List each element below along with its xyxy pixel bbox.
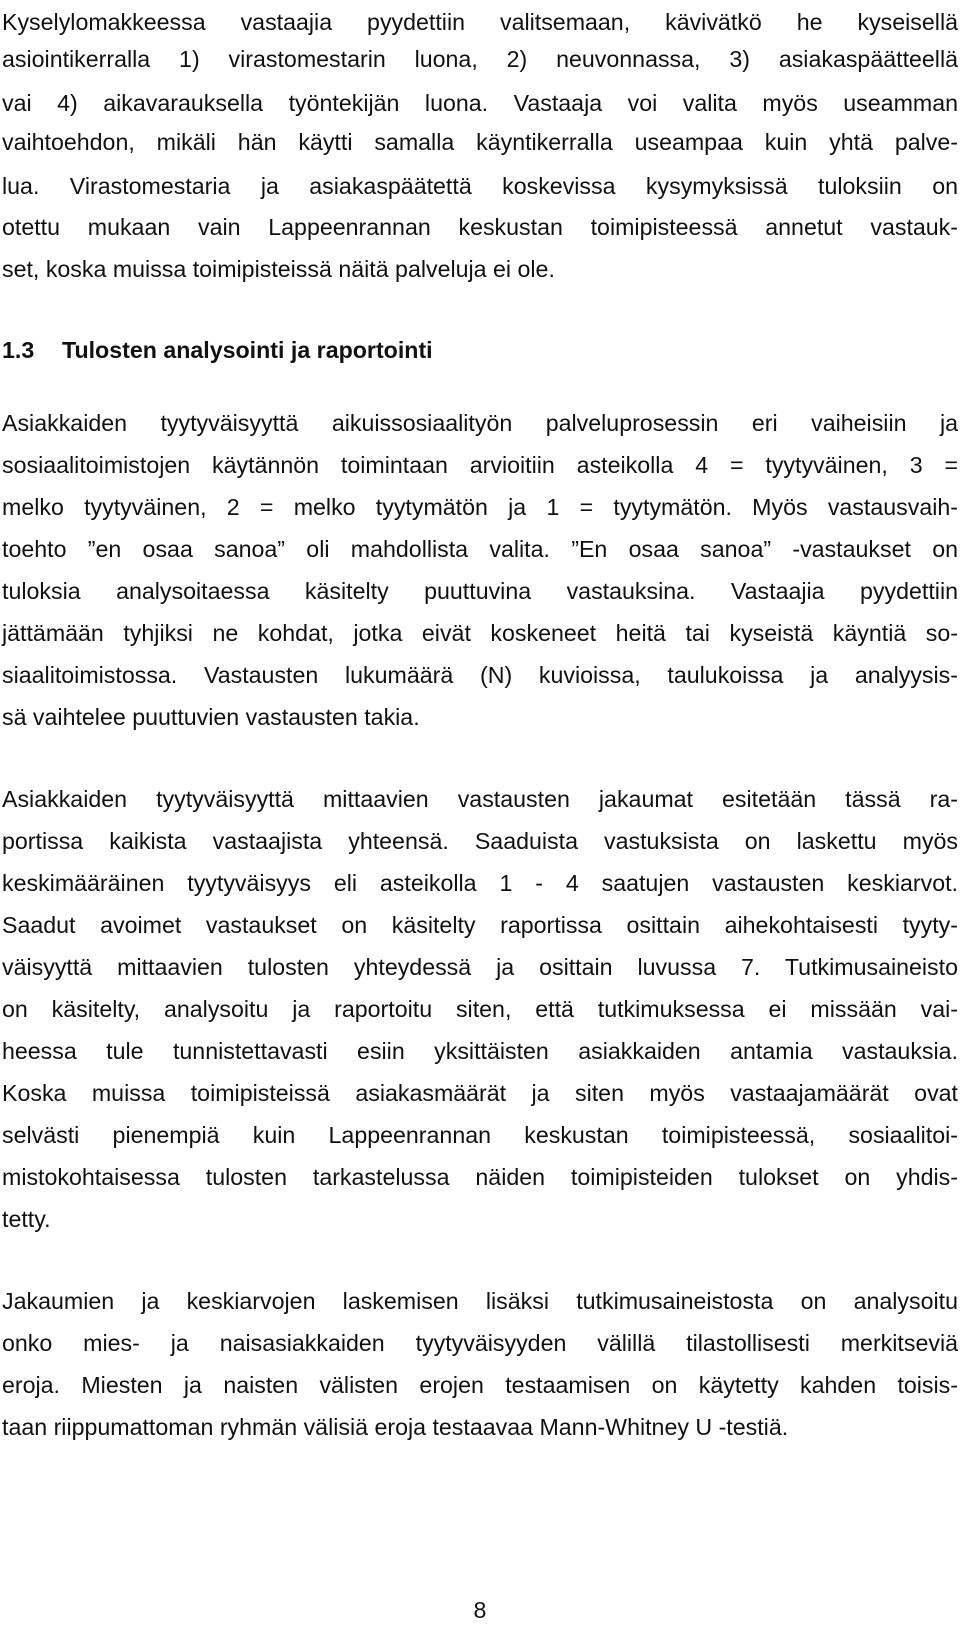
text-line: heessa tule tunnistettavasti esiin yksittäisten asiakkaiden antamia vastauksia. xyxy=(2,1038,958,1064)
text-line: mistokohtaisessa tulosten tarkastelussa näiden toimipisteiden tulokset on yhdis- xyxy=(2,1164,958,1190)
text-line: Jakaumien ja keskiarvojen laskemisen lisäksi tutkimusaineistosta on analysoitu xyxy=(2,1288,958,1314)
section-heading xyxy=(2,333,433,367)
text-line: siaalitoimistossa. Vastausten lukumäärä (N) kuvioissa, taulukoissa ja analyysis- xyxy=(2,662,958,688)
text-line: vaihtoehdon, mikäli hän käytti samalla käyntikerralla useampaa kuin yhtä palve- xyxy=(2,129,958,155)
text-line: sä vaihtelee puuttuvien vastausten takia. xyxy=(2,704,420,730)
text-line: Koska muissa toimipisteissä asiakasmäärät ja siten myös vastaajamäärät ovat xyxy=(2,1080,958,1106)
text-line: Saadut avoimet vastaukset on käsitelty raportissa osittain aihekohtaisesti tyyty- xyxy=(2,912,958,938)
text-line: Kyselylomakkeessa vastaajia pyydettiin valitsemaan, kävivätkö he kyseisellä xyxy=(2,9,958,35)
section-title: Tulosten analysointi ja raportointi xyxy=(62,337,433,363)
section-number: 1.3 xyxy=(2,337,35,363)
text-line: sosiaalitoimistojen käytännön toimintaan arvioitiin asteikolla 4 = tyytyväinen, 3 = xyxy=(2,452,958,478)
page-number: 8 xyxy=(473,1597,487,1623)
text-line: vai 4) aikavarauksella työntekijän luona. Vastaaja voi valita myös useamman xyxy=(2,90,958,116)
text-line: eroja. Miesten ja naisten välisten erojen testaamisen on käytetty kahden toisis- xyxy=(2,1372,958,1398)
text-line: toehto ”en osaa sanoa” oli mahdollista valita. ”En osaa sanoa” -vastaukset on xyxy=(2,536,958,562)
text-line: asiointikerralla 1) virastomestarin luona, 2) neuvonnassa, 3) asiakaspäätteellä xyxy=(2,46,958,72)
text-line: tetty. xyxy=(2,1206,51,1232)
text-line: selvästi pienempiä kuin Lappeenrannan keskustan toimipisteessä, sosiaalitoi- xyxy=(2,1122,958,1148)
text-line: Asiakkaiden tyytyväisyyttä aikuissosiaalityön palveluprosessin eri vaiheisiin ja xyxy=(2,410,958,436)
text-line: taan riippumattoman ryhmän välisiä eroja testaavaa Mann-Whitney U -testiä. xyxy=(2,1414,789,1440)
text-line: Asiakkaiden tyytyväisyyttä mittaavien vastausten jakaumat esitetään tässä ra- xyxy=(2,786,958,812)
text-line: jättämään tyhjiksi ne kohdat, jotka eivät koskeneet heitä tai kyseistä käyntiä so- xyxy=(2,620,958,646)
text-line: portissa kaikista vastaajista yhteensä. Saaduista vastuksista on laskettu myös xyxy=(2,828,958,854)
text-line: on käsitelty, analysoitu ja raportoitu siten, että tutkimuksessa ei missään vai- xyxy=(2,996,958,1022)
text-line: otettu mukaan vain Lappeenrannan keskustan toimipisteessä annetut vastauk- xyxy=(2,214,958,240)
text-line: set, koska muissa toimipisteissä näitä palveluja ei ole. xyxy=(2,256,555,282)
text-line: melko tyytyväinen, 2 = melko tyytymätön ja 1 = tyytymätön. Myös vastausvaih- xyxy=(2,494,958,520)
text-line: keskimääräinen tyytyväisyys eli asteikolla 1 - 4 saatujen vastausten keskiarvot. xyxy=(2,870,958,896)
text-line: tuloksia analysoitaessa käsitelty puuttuvina vastauksina. Vastaajia pyydettiin xyxy=(2,578,958,604)
text-line: onko mies- ja naisasiakkaiden tyytyväisyyden välillä tilastollisesti merkitseviä xyxy=(2,1330,958,1356)
text-line: väisyyttä mittaavien tulosten yhteydessä ja osittain luvussa 7. Tutkimusaineisto xyxy=(2,954,958,980)
text-line: lua. Virastomestaria ja asiakaspäätettä koskevissa kysymyksissä tuloksiin on xyxy=(2,173,958,199)
